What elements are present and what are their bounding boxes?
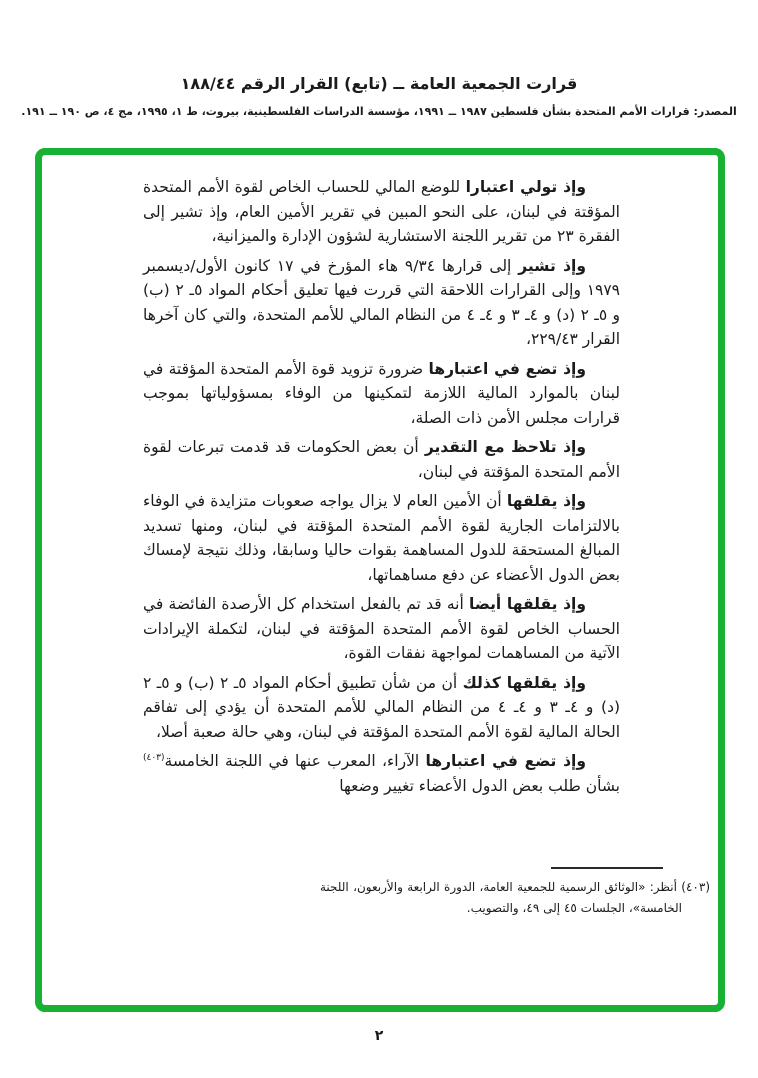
resolution-paragraph: [143, 489, 620, 587]
paragraph-lead: وإذ تضع في اعتبارها: [428, 359, 587, 378]
green-border-frame: [35, 148, 725, 1012]
paragraph-lead: وإذ تشير: [518, 256, 586, 275]
paragraph-text: ضرورة تزويد قوة الأمم المتحدة المؤقتة في لبنان بالموارد المالية اللازمة لتمكينها من الوفاء بمسؤولياتها بموجب قرارات مجلس الأمن ذات الصلة،: [143, 359, 620, 427]
page-title: قرارت الجمعية العامة ــ (تابع) القرار الرقم ١٨٨/٤٤: [180, 74, 578, 93]
paragraph-text: بشأن طلب بعض الدول الأعضاء تغيير وضعها: [339, 776, 620, 795]
paragraph-lead: وإذ تضع في اعتبارها: [425, 752, 586, 770]
resolution-paragraph: [143, 749, 620, 798]
source-line: المصدر: قرارات الأمم المتحدة بشأن فلسطين ١٩٨٧ ــ ١٩٩١، مؤسسة الدراسات الفلسطينية، بيروت، ط ١، ١٩٩٥، مج ٤، ص ١٩٠ ــ ١٩١.: [21, 105, 737, 118]
paragraph-text: أن من شأن تطبيق أحكام المواد ٥ـ ٢ (ب) و ٥ـ ٢ (د) و ٤ـ ٣ و ٤ـ ٤ من النظام المالي للأمم المتحدة أن يؤدي إلى تفاقم الحالة المالية لقوة الأمم المتحدة المؤقتة في لبنان، وهي حالة صعبة أصلا،: [143, 673, 621, 741]
resolution-paragraph: [143, 435, 620, 484]
paragraph-lead: وإذ يقلقها أيضا: [469, 595, 586, 613]
paragraph-lead: وإذ يقلقها: [506, 492, 586, 510]
resolution-paragraph: [143, 357, 620, 431]
footnote-separator: [551, 867, 663, 869]
paragraph-text: الآراء، المعرب عنها في اللجنة الخامسة: [164, 752, 420, 770]
paragraph-text: أن الأمين العام لا يزال يواجه صعوبات متزايدة في الوفاء بالالتزامات الجارية لقوة الأمم المتحدة المؤقتة في لبنان، ومنها تسديد المبالغ المستحقة للدول المساهمة بقوات حاليا وسابقا، وذلك نتيجة لإمساك بعض الدول الأعضاء عن دفع مساهماتها،: [143, 492, 620, 584]
paragraph-lead: وإذ يقلقها كذلك: [462, 673, 587, 692]
paragraph-lead: وإذ تولي اعتبارا: [465, 178, 586, 196]
resolution-paragraph: [143, 592, 620, 666]
resolution-paragraph: [143, 254, 620, 352]
paragraph-text: للوضع المالي للحساب الخاص لقوة الأمم المتحدة المؤقتة في لبنان، على النحو المبين في تقرير الأمين العام، وإذ تشير إلى الفقرة ٢٣ من تقرير اللجنة الاستشارية لشؤون الإدارة والميزانية،: [143, 178, 620, 245]
paragraph-lead: وإذ تلاحظ مع التقدير: [424, 438, 586, 456]
resolution-paragraph: [143, 671, 620, 745]
paragraph-text: أن بعض الحكومات قد قدمت تبرعات لقوة الأمم المتحدة المؤقتة في لبنان،: [143, 438, 620, 481]
paragraph-text: إلى قرارها ٩/٣٤ هاء المؤرخ في ١٧ كانون الأول/ديسمبر ١٩٧٩ وإلى القرارات اللاحقة التي قررت فيها تعليق أحكام المواد ٥ـ ٢ (ب) و ٥ـ ٢ (د) و ٤ـ ٣ و ٤ـ ٤ من النظام المالي للأمم المتحدة، والتي كان آخرها القرار ٢٢٩/٤٣،: [143, 256, 621, 348]
paragraph-text: أنه قد تم بالفعل استخدام كل الأرصدة الفائضة في الحساب الخاص لقوة الأمم المتحدة المؤقتة في لبنان، لتكملة الإيرادات الآتية من المساهمات لمواجهة نفقات القوة،: [143, 595, 620, 662]
resolution-paragraph: [143, 175, 620, 249]
resolution-body: [143, 175, 620, 803]
footnote-text: (٤٠٣) أنظر: «الوثائق الرسمية للجمعية العامة، الدورة الرابعة والأربعون، اللجنة الخامسة»، الجلسات ٤٥ إلى ٤٩، والتصويب.: [320, 880, 710, 915]
page-number: ٢: [374, 1028, 384, 1044]
footnote-ref-marker: (٤٠٣): [143, 752, 165, 763]
